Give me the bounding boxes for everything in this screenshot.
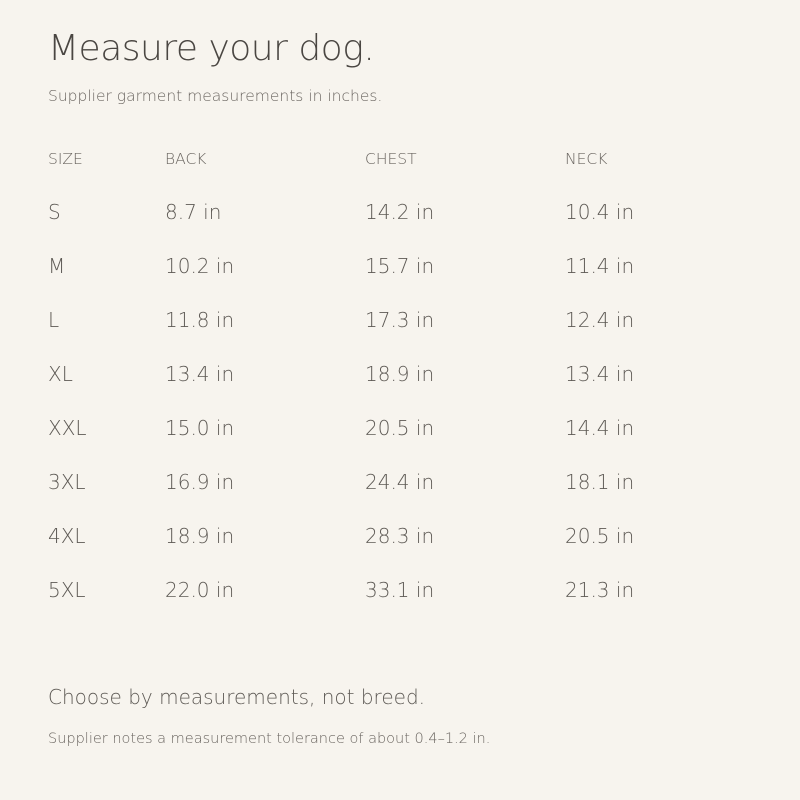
table-row [48, 348, 768, 402]
back-cell: 16.9 in [165, 470, 235, 494]
back-cell: 13.4 in [165, 362, 235, 386]
neck-cell: 10.4 in [565, 200, 635, 224]
neck-cell: 12.4 in [565, 308, 635, 332]
size-cell: XXL [48, 416, 87, 440]
table-row [48, 564, 768, 618]
back-cell: 8.7 in [165, 200, 222, 224]
table-row [48, 186, 768, 240]
column-header-neck: NECK [565, 150, 608, 168]
page-title: Measure your dog. [48, 28, 375, 69]
back-cell: 18.9 in [165, 524, 235, 548]
neck-cell: 21.3 in [565, 578, 635, 602]
page-subtitle: Supplier garment measurements in inches. [48, 87, 383, 105]
back-cell: 10.2 in [165, 254, 235, 278]
chest-cell: 18.9 in [365, 362, 435, 386]
back-cell: 15.0 in [165, 416, 235, 440]
neck-cell: 11.4 in [565, 254, 635, 278]
neck-cell: 13.4 in [565, 362, 635, 386]
chest-cell: 24.4 in [365, 470, 435, 494]
column-header-back: BACK [165, 150, 207, 168]
size-cell: 4XL [48, 524, 86, 548]
chest-cell: 14.2 in [365, 200, 435, 224]
chest-cell: 15.7 in [365, 254, 435, 278]
column-header-size: SIZE [48, 150, 83, 168]
size-cell: 5XL [48, 578, 86, 602]
size-cell: 3XL [48, 470, 86, 494]
size-cell: XL [48, 362, 73, 386]
table-header-row [48, 148, 768, 186]
back-cell: 11.8 in [165, 308, 235, 332]
neck-cell: 14.4 in [565, 416, 635, 440]
chest-cell: 28.3 in [365, 524, 435, 548]
neck-cell: 18.1 in [565, 470, 635, 494]
chest-cell: 33.1 in [365, 578, 435, 602]
chest-cell: 17.3 in [365, 308, 435, 332]
chest-cell: 20.5 in [365, 416, 435, 440]
size-cell: M [48, 254, 66, 278]
table-row [48, 402, 768, 456]
table-row [48, 456, 768, 510]
back-cell: 22.0 in [165, 578, 235, 602]
note-heading: Choose by measurements, not breed. [48, 685, 426, 709]
table-row [48, 294, 768, 348]
neck-cell: 20.5 in [565, 524, 635, 548]
size-table [48, 148, 768, 618]
size-cell: S [48, 200, 61, 224]
size-cell: L [48, 308, 60, 332]
tolerance-note: Supplier notes a measurement tolerance of about 0.4–1.2 in. [48, 731, 491, 747]
table-row [48, 510, 768, 564]
table-row [48, 240, 768, 294]
column-header-chest: CHEST [365, 150, 417, 168]
